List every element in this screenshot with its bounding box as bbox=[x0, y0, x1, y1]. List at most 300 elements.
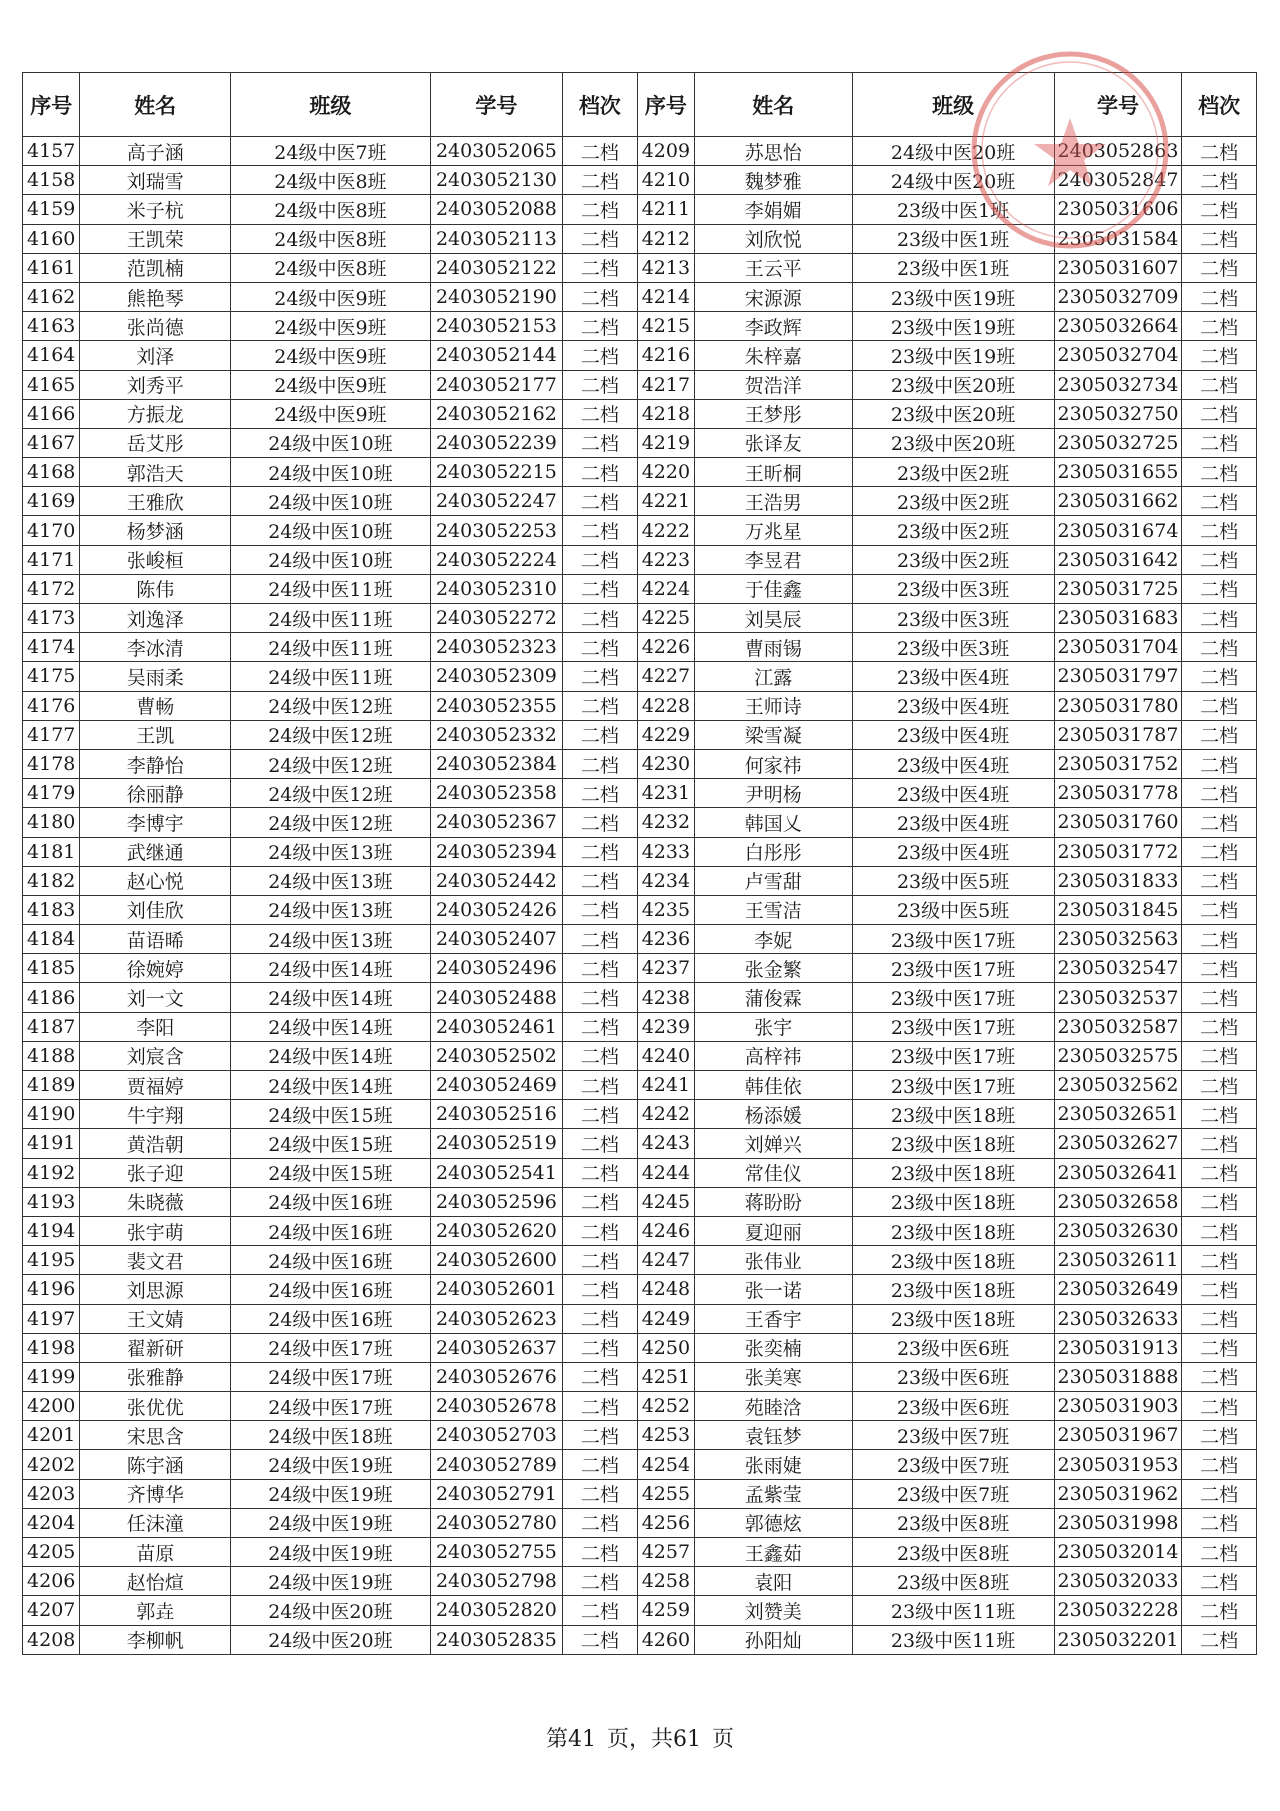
grade-cell: 二档 bbox=[1182, 925, 1257, 954]
class-cell: 23级中医3班 bbox=[852, 604, 1054, 633]
student-id-cell: 2305031780 bbox=[1054, 691, 1182, 720]
seq-cell: 4242 bbox=[637, 1100, 694, 1129]
table-row bbox=[23, 516, 1257, 545]
student-id-cell: 2305032641 bbox=[1054, 1158, 1182, 1187]
name-cell: 刘佳欣 bbox=[80, 895, 231, 924]
grade-cell: 二档 bbox=[1182, 166, 1257, 195]
seq-cell: 4238 bbox=[637, 983, 694, 1012]
name-cell: 袁钰梦 bbox=[695, 1421, 852, 1450]
student-id-cell: 2403052461 bbox=[430, 1012, 562, 1041]
table-row bbox=[23, 137, 1257, 166]
student-id-cell: 2403052367 bbox=[430, 808, 562, 837]
name-cell: 曹雨锡 bbox=[695, 633, 852, 662]
grade-cell: 二档 bbox=[1182, 487, 1257, 516]
student-id-cell: 2305032630 bbox=[1054, 1216, 1182, 1245]
name-cell: 任沫潼 bbox=[80, 1508, 231, 1537]
seq-cell: 4202 bbox=[23, 1450, 80, 1479]
seq-cell: 4218 bbox=[637, 399, 694, 428]
table-row bbox=[23, 1625, 1257, 1654]
name-cell: 杨添媛 bbox=[695, 1100, 852, 1129]
name-cell: 万兆星 bbox=[695, 516, 852, 545]
student-id-cell: 2305031833 bbox=[1054, 866, 1182, 895]
name-cell: 蒋盼盼 bbox=[695, 1187, 852, 1216]
class-cell: 23级中医2班 bbox=[852, 545, 1054, 574]
seq-cell: 4229 bbox=[637, 720, 694, 749]
grade-cell: 二档 bbox=[562, 1567, 637, 1596]
seq-cell: 4227 bbox=[637, 662, 694, 691]
seq-cell: 4240 bbox=[637, 1041, 694, 1070]
grade-cell: 二档 bbox=[562, 1012, 637, 1041]
name-cell: 高梓祎 bbox=[695, 1041, 852, 1070]
seq-cell: 4216 bbox=[637, 341, 694, 370]
student-id-cell: 2403052820 bbox=[430, 1596, 562, 1625]
table-row bbox=[23, 749, 1257, 778]
grade-cell: 二档 bbox=[562, 1625, 637, 1654]
header-cell: 序号 bbox=[23, 73, 80, 137]
student-id-cell: 2305031607 bbox=[1054, 253, 1182, 282]
table-row bbox=[23, 1041, 1257, 1070]
class-cell: 23级中医6班 bbox=[852, 1392, 1054, 1421]
name-cell: 朱晓薇 bbox=[80, 1187, 231, 1216]
grade-cell: 二档 bbox=[562, 1041, 637, 1070]
grade-cell: 二档 bbox=[562, 1216, 637, 1245]
header-cell: 学号 bbox=[1054, 73, 1182, 137]
table-row bbox=[23, 1158, 1257, 1187]
table-row bbox=[23, 282, 1257, 311]
table-row bbox=[23, 1421, 1257, 1450]
student-id-cell: 2403052502 bbox=[430, 1041, 562, 1070]
student-id-cell: 2305031704 bbox=[1054, 633, 1182, 662]
grade-cell: 二档 bbox=[562, 166, 637, 195]
grade-cell: 二档 bbox=[562, 195, 637, 224]
seq-cell: 4256 bbox=[637, 1508, 694, 1537]
student-id-cell: 2403052863 bbox=[1054, 137, 1182, 166]
class-cell: 24级中医15班 bbox=[230, 1129, 430, 1158]
table-row bbox=[23, 428, 1257, 457]
name-cell: 王浩男 bbox=[695, 487, 852, 516]
class-cell: 23级中医11班 bbox=[852, 1596, 1054, 1625]
table-row bbox=[23, 1304, 1257, 1333]
grade-cell: 二档 bbox=[562, 691, 637, 720]
class-cell: 23级中医19班 bbox=[852, 282, 1054, 311]
name-cell: 苏思怡 bbox=[695, 137, 852, 166]
seq-cell: 4170 bbox=[23, 516, 80, 545]
table-row bbox=[23, 925, 1257, 954]
name-cell: 王雅欣 bbox=[80, 487, 231, 516]
student-id-cell: 2403052215 bbox=[430, 458, 562, 487]
seq-cell: 4173 bbox=[23, 604, 80, 633]
student-id-cell: 2403052601 bbox=[430, 1275, 562, 1304]
name-cell: 徐婉婷 bbox=[80, 954, 231, 983]
student-id-cell: 2403052596 bbox=[430, 1187, 562, 1216]
class-cell: 23级中医1班 bbox=[852, 253, 1054, 282]
header-cell: 档次 bbox=[1182, 73, 1257, 137]
seq-cell: 4181 bbox=[23, 837, 80, 866]
table-body bbox=[23, 137, 1257, 1655]
name-cell: 杨梦涵 bbox=[80, 516, 231, 545]
table-header-row bbox=[23, 73, 1257, 137]
student-id-cell: 2305031967 bbox=[1054, 1421, 1182, 1450]
name-cell: 苗语晞 bbox=[80, 925, 231, 954]
class-cell: 23级中医11班 bbox=[852, 1625, 1054, 1654]
class-cell: 23级中医18班 bbox=[852, 1246, 1054, 1275]
class-cell: 23级中医20班 bbox=[852, 428, 1054, 457]
grade-cell: 二档 bbox=[1182, 1304, 1257, 1333]
class-cell: 23级中医4班 bbox=[852, 808, 1054, 837]
seq-cell: 4232 bbox=[637, 808, 694, 837]
name-cell: 赵怡煊 bbox=[80, 1567, 231, 1596]
page-footer bbox=[0, 1722, 1280, 1753]
class-cell: 24级中医13班 bbox=[230, 925, 430, 954]
seq-cell: 4203 bbox=[23, 1479, 80, 1508]
class-cell: 24级中医15班 bbox=[230, 1100, 430, 1129]
name-cell: 王凯荣 bbox=[80, 224, 231, 253]
student-id-cell: 2403052153 bbox=[430, 312, 562, 341]
seq-cell: 4194 bbox=[23, 1216, 80, 1245]
table-row bbox=[23, 1216, 1257, 1245]
grade-cell: 二档 bbox=[1182, 458, 1257, 487]
grade-cell: 二档 bbox=[1182, 1012, 1257, 1041]
name-cell: 李政辉 bbox=[695, 312, 852, 341]
seq-cell: 4159 bbox=[23, 195, 80, 224]
class-cell: 23级中医18班 bbox=[852, 1187, 1054, 1216]
student-id-cell: 2403052541 bbox=[430, 1158, 562, 1187]
name-cell: 孟紫莹 bbox=[695, 1479, 852, 1508]
seq-cell: 4183 bbox=[23, 895, 80, 924]
table-row bbox=[23, 954, 1257, 983]
grade-cell: 二档 bbox=[562, 137, 637, 166]
class-cell: 24级中医16班 bbox=[230, 1187, 430, 1216]
name-cell: 刘欣悦 bbox=[695, 224, 852, 253]
name-cell: 于佳鑫 bbox=[695, 574, 852, 603]
student-id-cell: 2403052676 bbox=[430, 1362, 562, 1391]
name-cell: 徐丽静 bbox=[80, 779, 231, 808]
grade-cell: 二档 bbox=[562, 1362, 637, 1391]
class-cell: 23级中医18班 bbox=[852, 1100, 1054, 1129]
grade-cell: 二档 bbox=[1182, 808, 1257, 837]
class-cell: 23级中医7班 bbox=[852, 1450, 1054, 1479]
student-id-cell: 2403052791 bbox=[430, 1479, 562, 1508]
seq-cell: 4188 bbox=[23, 1041, 80, 1070]
class-cell: 23级中医2班 bbox=[852, 458, 1054, 487]
table-row bbox=[23, 1246, 1257, 1275]
grade-cell: 二档 bbox=[1182, 866, 1257, 895]
grade-cell: 二档 bbox=[562, 458, 637, 487]
class-cell: 24级中医10班 bbox=[230, 428, 430, 457]
student-id-cell: 2403052394 bbox=[430, 837, 562, 866]
student-id-cell: 2305032704 bbox=[1054, 341, 1182, 370]
student-id-cell: 2305032611 bbox=[1054, 1246, 1182, 1275]
class-cell: 23级中医8班 bbox=[852, 1508, 1054, 1537]
grade-cell: 二档 bbox=[1182, 1071, 1257, 1100]
seq-cell: 4196 bbox=[23, 1275, 80, 1304]
class-cell: 24级中医19班 bbox=[230, 1508, 430, 1537]
table-row bbox=[23, 633, 1257, 662]
name-cell: 王云平 bbox=[695, 253, 852, 282]
grade-cell: 二档 bbox=[562, 487, 637, 516]
name-cell: 吴雨柔 bbox=[80, 662, 231, 691]
student-id-cell: 2305032562 bbox=[1054, 1071, 1182, 1100]
class-cell: 24级中医7班 bbox=[230, 137, 430, 166]
seq-cell: 4193 bbox=[23, 1187, 80, 1216]
student-id-cell: 2403052488 bbox=[430, 983, 562, 1012]
name-cell: 张优优 bbox=[80, 1392, 231, 1421]
name-cell: 苑睦浛 bbox=[695, 1392, 852, 1421]
class-cell: 24级中医8班 bbox=[230, 195, 430, 224]
grade-cell: 二档 bbox=[562, 866, 637, 895]
seq-cell: 4225 bbox=[637, 604, 694, 633]
seq-cell: 4163 bbox=[23, 312, 80, 341]
grade-cell: 二档 bbox=[1182, 1625, 1257, 1654]
seq-cell: 4244 bbox=[637, 1158, 694, 1187]
student-id-cell: 2403052323 bbox=[430, 633, 562, 662]
name-cell: 李娟媚 bbox=[695, 195, 852, 224]
seq-cell: 4207 bbox=[23, 1596, 80, 1625]
page-label: 页 bbox=[711, 1727, 734, 1752]
name-cell: 郭垚 bbox=[80, 1596, 231, 1625]
class-cell: 23级中医4班 bbox=[852, 837, 1054, 866]
grade-cell: 二档 bbox=[562, 1392, 637, 1421]
grade-cell: 二档 bbox=[1182, 1158, 1257, 1187]
seq-cell: 4252 bbox=[637, 1392, 694, 1421]
name-cell: 李静怡 bbox=[80, 749, 231, 778]
student-id-cell: 2403052442 bbox=[430, 866, 562, 895]
table-row bbox=[23, 195, 1257, 224]
seq-cell: 4190 bbox=[23, 1100, 80, 1129]
class-cell: 24级中医19班 bbox=[230, 1479, 430, 1508]
name-cell: 王昕桐 bbox=[695, 458, 852, 487]
seq-cell: 4187 bbox=[23, 1012, 80, 1041]
seq-cell: 4223 bbox=[637, 545, 694, 574]
grade-cell: 二档 bbox=[562, 662, 637, 691]
name-cell: 牛宇翔 bbox=[80, 1100, 231, 1129]
grade-cell: 二档 bbox=[1182, 1508, 1257, 1537]
name-cell: 韩国乂 bbox=[695, 808, 852, 837]
class-cell: 24级中医10班 bbox=[230, 487, 430, 516]
seq-cell: 4189 bbox=[23, 1071, 80, 1100]
student-id-cell: 2305032228 bbox=[1054, 1596, 1182, 1625]
name-cell: 王鑫茹 bbox=[695, 1538, 852, 1567]
seq-cell: 4174 bbox=[23, 633, 80, 662]
class-cell: 24级中医17班 bbox=[230, 1333, 430, 1362]
student-id-cell: 2305031787 bbox=[1054, 720, 1182, 749]
table-row bbox=[23, 1596, 1257, 1625]
class-cell: 23级中医17班 bbox=[852, 1012, 1054, 1041]
name-cell: 王香宇 bbox=[695, 1304, 852, 1333]
grade-cell: 二档 bbox=[562, 1071, 637, 1100]
class-cell: 23级中医4班 bbox=[852, 662, 1054, 691]
grade-cell: 二档 bbox=[1182, 399, 1257, 428]
table-row bbox=[23, 1333, 1257, 1362]
student-id-cell: 2403052065 bbox=[430, 137, 562, 166]
name-cell: 张美寒 bbox=[695, 1362, 852, 1391]
class-cell: 24级中医9班 bbox=[230, 370, 430, 399]
grade-cell: 二档 bbox=[562, 253, 637, 282]
class-cell: 23级中医7班 bbox=[852, 1421, 1054, 1450]
name-cell: 梁雪凝 bbox=[695, 720, 852, 749]
class-cell: 24级中医10班 bbox=[230, 545, 430, 574]
seq-cell: 4179 bbox=[23, 779, 80, 808]
student-id-cell: 2305031662 bbox=[1054, 487, 1182, 516]
class-cell: 23级中医17班 bbox=[852, 954, 1054, 983]
class-cell: 23级中医20班 bbox=[852, 370, 1054, 399]
name-cell: 王梦彤 bbox=[695, 399, 852, 428]
name-cell: 宋源源 bbox=[695, 282, 852, 311]
table-row bbox=[23, 487, 1257, 516]
grade-cell: 二档 bbox=[562, 574, 637, 603]
class-cell: 24级中医11班 bbox=[230, 633, 430, 662]
student-id-cell: 2305032537 bbox=[1054, 983, 1182, 1012]
seq-cell: 4167 bbox=[23, 428, 80, 457]
name-cell: 李柳帆 bbox=[80, 1625, 231, 1654]
class-cell: 23级中医8班 bbox=[852, 1567, 1054, 1596]
class-cell: 23级中医17班 bbox=[852, 1071, 1054, 1100]
seq-cell: 4222 bbox=[637, 516, 694, 545]
name-cell: 贺浩洋 bbox=[695, 370, 852, 399]
class-cell: 23级中医2班 bbox=[852, 487, 1054, 516]
seq-cell: 4197 bbox=[23, 1304, 80, 1333]
name-cell: 刘秀平 bbox=[80, 370, 231, 399]
student-id-cell: 2403052755 bbox=[430, 1538, 562, 1567]
table-row bbox=[23, 1275, 1257, 1304]
name-cell: 王师诗 bbox=[695, 691, 852, 720]
seq-cell: 4224 bbox=[637, 574, 694, 603]
seq-cell: 4195 bbox=[23, 1246, 80, 1275]
student-id-cell: 2403052177 bbox=[430, 370, 562, 399]
grade-cell: 二档 bbox=[562, 1333, 637, 1362]
seq-cell: 4169 bbox=[23, 487, 80, 516]
seq-cell: 4213 bbox=[637, 253, 694, 282]
grade-cell: 二档 bbox=[1182, 1567, 1257, 1596]
name-cell: 张伟业 bbox=[695, 1246, 852, 1275]
student-id-cell: 2403052358 bbox=[430, 779, 562, 808]
seq-cell: 4184 bbox=[23, 925, 80, 954]
student-id-cell: 2403052519 bbox=[430, 1129, 562, 1158]
class-cell: 23级中医18班 bbox=[852, 1275, 1054, 1304]
grade-cell: 二档 bbox=[562, 1275, 637, 1304]
name-cell: 李阳 bbox=[80, 1012, 231, 1041]
student-id-cell: 2305032575 bbox=[1054, 1041, 1182, 1070]
seq-cell: 4260 bbox=[637, 1625, 694, 1654]
header-cell: 档次 bbox=[562, 73, 637, 137]
grade-cell: 二档 bbox=[562, 428, 637, 457]
header-cell: 学号 bbox=[430, 73, 562, 137]
table-row bbox=[23, 866, 1257, 895]
name-cell: 陈伟 bbox=[80, 574, 231, 603]
student-id-cell: 2305032547 bbox=[1054, 954, 1182, 983]
name-cell: 王凯 bbox=[80, 720, 231, 749]
class-cell: 24级中医10班 bbox=[230, 458, 430, 487]
seq-cell: 4239 bbox=[637, 1012, 694, 1041]
name-cell: 赵心悦 bbox=[80, 866, 231, 895]
name-cell: 熊艳琴 bbox=[80, 282, 231, 311]
name-cell: 曹畅 bbox=[80, 691, 231, 720]
name-cell: 张宇萌 bbox=[80, 1216, 231, 1245]
student-id-cell: 2305031725 bbox=[1054, 574, 1182, 603]
student-id-cell: 2403052407 bbox=[430, 925, 562, 954]
class-cell: 24级中医20班 bbox=[852, 166, 1054, 195]
class-cell: 24级中医13班 bbox=[230, 866, 430, 895]
grade-cell: 二档 bbox=[1182, 224, 1257, 253]
class-cell: 23级中医17班 bbox=[852, 925, 1054, 954]
name-cell: 张雅静 bbox=[80, 1362, 231, 1391]
class-cell: 24级中医14班 bbox=[230, 1071, 430, 1100]
grade-cell: 二档 bbox=[562, 954, 637, 983]
student-id-cell: 2305031752 bbox=[1054, 749, 1182, 778]
student-id-cell: 2403052162 bbox=[430, 399, 562, 428]
grade-cell: 二档 bbox=[1182, 1246, 1257, 1275]
name-cell: 范凯楠 bbox=[80, 253, 231, 282]
grade-cell: 二档 bbox=[562, 720, 637, 749]
grade-cell: 二档 bbox=[1182, 954, 1257, 983]
class-cell: 24级中医19班 bbox=[230, 1567, 430, 1596]
grade-cell: 二档 bbox=[1182, 895, 1257, 924]
table-row bbox=[23, 166, 1257, 195]
name-cell: 贾福婷 bbox=[80, 1071, 231, 1100]
student-id-cell: 2403052847 bbox=[1054, 166, 1182, 195]
grade-cell: 二档 bbox=[1182, 691, 1257, 720]
grade-cell: 二档 bbox=[1182, 312, 1257, 341]
class-cell: 23级中医20班 bbox=[852, 399, 1054, 428]
seq-cell: 4186 bbox=[23, 983, 80, 1012]
student-id-cell: 2305032201 bbox=[1054, 1625, 1182, 1654]
name-cell: 宋思含 bbox=[80, 1421, 231, 1450]
class-cell: 23级中医17班 bbox=[852, 1041, 1054, 1070]
seq-cell: 4246 bbox=[637, 1216, 694, 1245]
student-id-cell: 2403052798 bbox=[430, 1567, 562, 1596]
seq-cell: 4234 bbox=[637, 866, 694, 895]
student-id-cell: 2403052620 bbox=[430, 1216, 562, 1245]
table-row bbox=[23, 1012, 1257, 1041]
name-cell: 岳艾彤 bbox=[80, 428, 231, 457]
grade-cell: 二档 bbox=[1182, 370, 1257, 399]
grade-cell: 二档 bbox=[562, 1100, 637, 1129]
name-cell: 刘婵兴 bbox=[695, 1129, 852, 1158]
name-cell: 陈宇涵 bbox=[80, 1450, 231, 1479]
class-cell: 24级中医13班 bbox=[230, 837, 430, 866]
seq-cell: 4215 bbox=[637, 312, 694, 341]
grade-cell: 二档 bbox=[1182, 1333, 1257, 1362]
name-cell: 魏梦雅 bbox=[695, 166, 852, 195]
table-row bbox=[23, 779, 1257, 808]
seq-cell: 4206 bbox=[23, 1567, 80, 1596]
seq-cell: 4198 bbox=[23, 1333, 80, 1362]
grade-cell: 二档 bbox=[1182, 1421, 1257, 1450]
student-id-cell: 2403052144 bbox=[430, 341, 562, 370]
table-row bbox=[23, 720, 1257, 749]
seq-cell: 4257 bbox=[637, 1538, 694, 1567]
grade-cell: 二档 bbox=[1182, 1479, 1257, 1508]
grade-cell: 二档 bbox=[1182, 574, 1257, 603]
seq-cell: 4158 bbox=[23, 166, 80, 195]
seq-cell: 4161 bbox=[23, 253, 80, 282]
student-id-cell: 2403052253 bbox=[430, 516, 562, 545]
class-cell: 24级中医14班 bbox=[230, 954, 430, 983]
class-cell: 23级中医7班 bbox=[852, 1479, 1054, 1508]
table-row bbox=[23, 808, 1257, 837]
table-row bbox=[23, 1392, 1257, 1421]
student-id-cell: 2403052272 bbox=[430, 604, 562, 633]
grade-cell: 二档 bbox=[562, 545, 637, 574]
grade-cell: 二档 bbox=[562, 1129, 637, 1158]
class-cell: 24级中医16班 bbox=[230, 1275, 430, 1304]
seq-cell: 4248 bbox=[637, 1275, 694, 1304]
seq-cell: 4220 bbox=[637, 458, 694, 487]
class-cell: 23级中医18班 bbox=[852, 1158, 1054, 1187]
name-cell: 米子杭 bbox=[80, 195, 231, 224]
name-cell: 李博宇 bbox=[80, 808, 231, 837]
student-id-cell: 2305031778 bbox=[1054, 779, 1182, 808]
